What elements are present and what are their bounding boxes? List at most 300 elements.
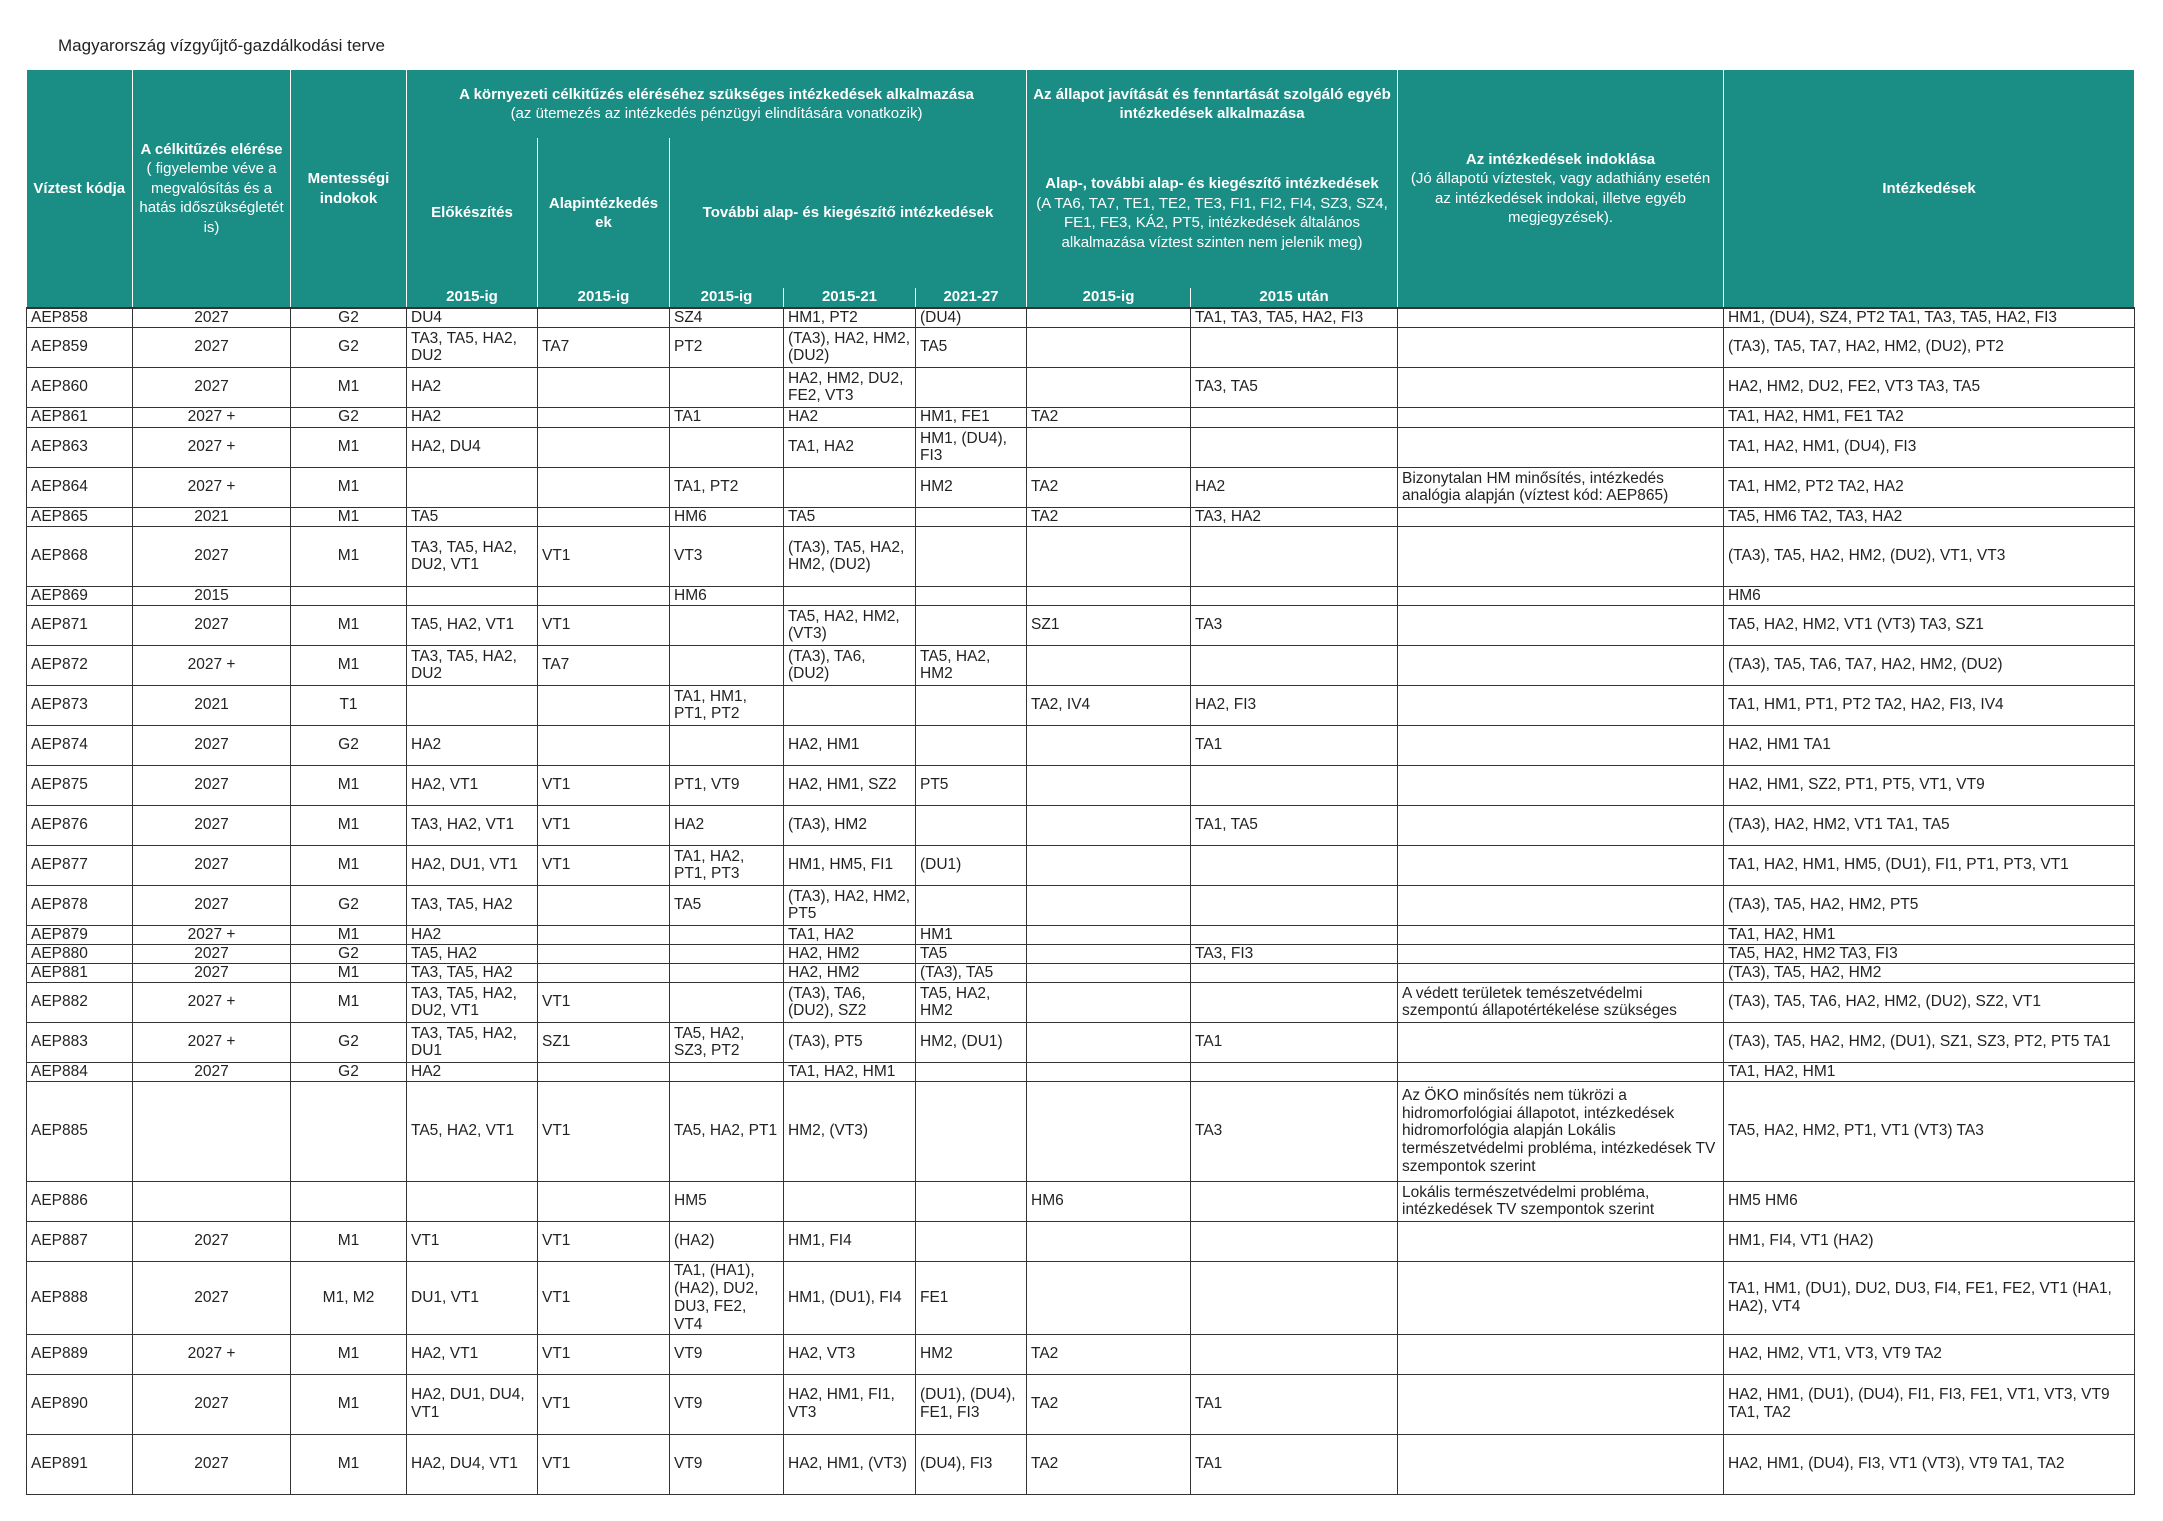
cell-reason: [1398, 427, 1724, 467]
cell-2015-21: [784, 1181, 916, 1221]
header-viztest-kodja: Víztest kódja: [27, 70, 133, 308]
cell-other-2015: [1027, 1022, 1191, 1062]
header-alap-tovabbi: [1027, 138, 1398, 288]
cell-2021-27: (TA3), TA5: [916, 963, 1027, 982]
cell-code: AEP879: [27, 925, 133, 944]
cell-year: 2027: [133, 725, 291, 765]
header-tovabbi: További alap- és kiegészítő intézkedések: [670, 138, 1027, 288]
cell-2015-21: HA2, HM1, FI1, VT3: [784, 1374, 916, 1434]
cell-further: VT3: [670, 526, 784, 586]
cell-2015-21: HM1, PT2: [784, 308, 916, 327]
cell-reason: [1398, 407, 1724, 427]
cell-code: AEP863: [27, 427, 133, 467]
table-row: [27, 526, 2135, 586]
table-row: [27, 407, 2135, 427]
cell-other-2015: [1027, 805, 1191, 845]
cell-measures: HA2, HM1, (DU4), FI3, VT1 (VT3), VT9 TA1, TA2: [1724, 1434, 2135, 1494]
cell-other-after-2015: [1191, 885, 1398, 925]
cell-year: [133, 1181, 291, 1221]
cell-reason: [1398, 805, 1724, 845]
cell-other-after-2015: TA1: [1191, 1374, 1398, 1434]
cell-exempt: M1: [291, 963, 407, 982]
cell-2021-27: (DU4): [916, 308, 1027, 327]
cell-prep: [407, 685, 538, 725]
cell-year: 2027 +: [133, 925, 291, 944]
cell-other-after-2015: TA3, HA2: [1191, 507, 1398, 526]
cell-prep: [407, 586, 538, 605]
cell-further: [670, 725, 784, 765]
cell-prep: [407, 1181, 538, 1221]
cell-code: AEP883: [27, 1022, 133, 1062]
cell-year: 2027: [133, 765, 291, 805]
cell-2015-21: HM1, FI4: [784, 1221, 916, 1261]
cell-other-2015: TA2: [1027, 1434, 1191, 1494]
cell-other-2015: [1027, 308, 1191, 327]
header-mentessegi: Mentességi indokok: [291, 70, 407, 308]
cell-reason: [1398, 586, 1724, 605]
cell-basic: [538, 1181, 670, 1221]
cell-2021-27: HM2: [916, 1334, 1027, 1374]
cell-other-2015: [1027, 1261, 1191, 1334]
cell-further: [670, 645, 784, 685]
table-row: [27, 645, 2135, 685]
cell-basic: [538, 944, 670, 963]
cell-reason: [1398, 765, 1724, 805]
cell-other-after-2015: TA1, TA5: [1191, 805, 1398, 845]
cell-other-2015: TA2, IV4: [1027, 685, 1191, 725]
table-row: [27, 586, 2135, 605]
cell-exempt: M1: [291, 925, 407, 944]
table-row: [27, 944, 2135, 963]
cell-year: 2015: [133, 586, 291, 605]
cell-other-2015: [1027, 367, 1191, 407]
cell-further: VT9: [670, 1334, 784, 1374]
table-row: [27, 725, 2135, 765]
cell-other-2015: TA2: [1027, 1374, 1191, 1434]
cell-code: AEP889: [27, 1334, 133, 1374]
cell-exempt: M1: [291, 845, 407, 885]
cell-prep: TA5, HA2, VT1: [407, 1081, 538, 1181]
cell-other-after-2015: TA1: [1191, 725, 1398, 765]
cell-other-2015: [1027, 586, 1191, 605]
cell-further: [670, 427, 784, 467]
cell-year: 2027 +: [133, 982, 291, 1022]
cell-reason: [1398, 507, 1724, 526]
cell-basic: [538, 725, 670, 765]
cell-further: TA5, HA2, SZ3, PT2: [670, 1022, 784, 1062]
table-row: [27, 885, 2135, 925]
cell-reason: [1398, 1022, 1724, 1062]
cell-other-after-2015: [1191, 1062, 1398, 1081]
cell-reason: [1398, 605, 1724, 645]
cell-basic: VT1: [538, 845, 670, 885]
header-kornyezeti-title: A környezeti célkitűzés eléréséhez szükséges intézkedések alkalmazása: [459, 85, 974, 103]
cell-prep: TA5: [407, 507, 538, 526]
cell-basic: [538, 507, 670, 526]
cell-2021-27: (DU1): [916, 845, 1027, 885]
cell-other-after-2015: TA1, TA3, TA5, HA2, FI3: [1191, 308, 1398, 327]
cell-prep: TA5, HA2: [407, 944, 538, 963]
cell-exempt: M1: [291, 367, 407, 407]
cell-code: AEP861: [27, 407, 133, 427]
cell-other-after-2015: [1191, 765, 1398, 805]
cell-2021-27: TA5: [916, 327, 1027, 367]
cell-2021-27: [916, 605, 1027, 645]
cell-2015-21: HA2, HM1: [784, 725, 916, 765]
cell-reason: Lokális természetvédelmi probléma, intézkedések TV szempontok szerint: [1398, 1181, 1724, 1221]
header-period: 2015-ig: [538, 288, 670, 308]
cell-2021-27: [916, 367, 1027, 407]
cell-prep: HA2: [407, 407, 538, 427]
table-row: [27, 605, 2135, 645]
header-indoklas-title: Az intézkedések indoklása: [1465, 150, 1656, 168]
cell-code: AEP871: [27, 605, 133, 645]
cell-measures: TA1, HA2, HM1, (DU4), FI3: [1724, 427, 2135, 467]
cell-2015-21: (TA3), TA5, HA2, HM2, (DU2): [784, 526, 916, 586]
cell-other-after-2015: [1191, 963, 1398, 982]
cell-reason: [1398, 925, 1724, 944]
cell-other-2015: [1027, 327, 1191, 367]
cell-code: AEP859: [27, 327, 133, 367]
cell-prep: [407, 467, 538, 507]
cell-basic: VT1: [538, 1334, 670, 1374]
cell-measures: TA1, HA2, HM1, FE1 TA2: [1724, 407, 2135, 427]
cell-other-2015: TA2: [1027, 507, 1191, 526]
cell-reason: [1398, 1334, 1724, 1374]
cell-measures: TA5, HM6 TA2, TA3, HA2: [1724, 507, 2135, 526]
cell-code: AEP876: [27, 805, 133, 845]
cell-further: VT9: [670, 1374, 784, 1434]
header-alap-tovabbi-sub: (A TA6, TA7, TE1, TE2, TE3, FI1, FI2, FI4, SZ3, SZ4, FE1, FE3, KÁ2, PT5, intézkedések általános alkalmazása víztest szinten nem jelenik meg): [1036, 194, 1388, 251]
cell-exempt: M1: [291, 1221, 407, 1261]
cell-year: 2027: [133, 1221, 291, 1261]
cell-measures: HA2, HM1, SZ2, PT1, PT5, VT1, VT9: [1724, 765, 2135, 805]
cell-basic: [538, 1062, 670, 1081]
table-row: [27, 765, 2135, 805]
cell-other-after-2015: [1191, 645, 1398, 685]
table-row: [27, 427, 2135, 467]
cell-code: AEP869: [27, 586, 133, 605]
cell-exempt: G2: [291, 308, 407, 327]
cell-other-2015: TA2: [1027, 1334, 1191, 1374]
cell-prep: TA3, TA5, HA2: [407, 963, 538, 982]
table-body: [27, 308, 2135, 1494]
cell-year: 2027: [133, 805, 291, 845]
cell-basic: VT1: [538, 1261, 670, 1334]
cell-basic: [538, 885, 670, 925]
cell-prep: DU4: [407, 308, 538, 327]
cell-reason: [1398, 963, 1724, 982]
cell-code: AEP873: [27, 685, 133, 725]
cell-2015-21: TA1, HA2: [784, 925, 916, 944]
header-celkituzes: [133, 70, 291, 308]
cell-reason: [1398, 526, 1724, 586]
cell-reason: [1398, 367, 1724, 407]
cell-reason: [1398, 645, 1724, 685]
header-celkituzes-title: A célkitűzés elérése: [140, 140, 283, 158]
cell-other-after-2015: TA3: [1191, 1081, 1398, 1181]
cell-exempt: G2: [291, 885, 407, 925]
cell-further: TA5, HA2, PT1: [670, 1081, 784, 1181]
cell-basic: [538, 925, 670, 944]
header-intezkedesek: Intézkedések: [1724, 70, 2135, 308]
cell-basic: [538, 467, 670, 507]
cell-measures: TA1, HA2, HM1: [1724, 925, 2135, 944]
table-row: [27, 845, 2135, 885]
cell-other-after-2015: TA3: [1191, 605, 1398, 645]
cell-further: SZ4: [670, 308, 784, 327]
header-alap-tovabbi-title: Alap-, további alap- és kiegészítő intézkedések: [1045, 175, 1379, 192]
cell-2021-27: TA5, HA2, HM2: [916, 982, 1027, 1022]
document-title: Magyarország vízgyűjtő-gazdálkodási terve: [58, 36, 385, 55]
cell-2015-21: TA1, HA2: [784, 427, 916, 467]
cell-measures: HM6: [1724, 586, 2135, 605]
cell-2015-21: (TA3), TA6, (DU2): [784, 645, 916, 685]
cell-measures: TA1, HM1, PT1, PT2 TA2, HA2, FI3, IV4: [1724, 685, 2135, 725]
cell-year: 2027 +: [133, 467, 291, 507]
cell-exempt: M1: [291, 467, 407, 507]
cell-basic: VT1: [538, 982, 670, 1022]
cell-prep: TA3, TA5, HA2, DU2: [407, 645, 538, 685]
cell-further: [670, 605, 784, 645]
cell-basic: VT1: [538, 605, 670, 645]
cell-2015-21: (TA3), PT5: [784, 1022, 916, 1062]
cell-other-2015: [1027, 885, 1191, 925]
cell-exempt: M1, M2: [291, 1261, 407, 1334]
cell-year: 2027 +: [133, 645, 291, 685]
cell-other-2015: SZ1: [1027, 605, 1191, 645]
cell-prep: TA3, HA2, VT1: [407, 805, 538, 845]
cell-code: AEP864: [27, 467, 133, 507]
cell-basic: [538, 963, 670, 982]
cell-further: [670, 982, 784, 1022]
header-indoklas-sub: (Jó állapotú víztestek, vagy adathiány esetén az intézkedések indokai, illetve egyéb megjegyzések).: [1410, 170, 1711, 226]
cell-basic: [538, 685, 670, 725]
table-row: [27, 1221, 2135, 1261]
cell-reason: [1398, 308, 1724, 327]
cell-exempt: M1: [291, 1334, 407, 1374]
cell-further: PT1, VT9: [670, 765, 784, 805]
cell-code: AEP882: [27, 982, 133, 1022]
cell-measures: (TA3), HA2, HM2, VT1 TA1, TA5: [1724, 805, 2135, 845]
cell-measures: TA1, HA2, HM1: [1724, 1062, 2135, 1081]
cell-further: [670, 1062, 784, 1081]
cell-basic: [538, 407, 670, 427]
cell-2015-21: (TA3), TA6, (DU2), SZ2: [784, 982, 916, 1022]
cell-basic: [538, 367, 670, 407]
cell-reason: Az ÖKO minősítés nem tükrözi a hidromorfológiai állapotot, intézkedések hidromorfológia alapján Lokális természetvédelmi probléma, intézkedések TV szempontok szerint: [1398, 1081, 1724, 1181]
cell-other-2015: [1027, 982, 1191, 1022]
table-row: [27, 685, 2135, 725]
cell-code: AEP877: [27, 845, 133, 885]
cell-further: HM6: [670, 586, 784, 605]
cell-other-2015: [1027, 963, 1191, 982]
cell-2021-27: [916, 725, 1027, 765]
cell-other-2015: [1027, 427, 1191, 467]
cell-other-after-2015: [1191, 1261, 1398, 1334]
cell-2021-27: [916, 1062, 1027, 1081]
header-alapintezkedesek: Alapintézkedés ek: [538, 138, 670, 288]
cell-2021-27: [916, 526, 1027, 586]
cell-other-2015: HM6: [1027, 1181, 1191, 1221]
cell-2015-21: (TA3), HA2, HM2, (DU2): [784, 327, 916, 367]
cell-2015-21: HA2, HM2: [784, 944, 916, 963]
cell-other-after-2015: TA3, FI3: [1191, 944, 1398, 963]
cell-prep: TA3, TA5, HA2: [407, 885, 538, 925]
cell-measures: HA2, HM2, VT1, VT3, VT9 TA2: [1724, 1334, 2135, 1374]
cell-prep: HA2, VT1: [407, 765, 538, 805]
cell-other-after-2015: TA1: [1191, 1434, 1398, 1494]
cell-further: [670, 963, 784, 982]
cell-2021-27: [916, 507, 1027, 526]
cell-2015-21: (TA3), HA2, HM2, PT5: [784, 885, 916, 925]
table-row: [27, 327, 2135, 367]
cell-measures: TA1, HM1, (DU1), DU2, DU3, FI4, FE1, FE2, VT1 (HA1, HA2), VT4: [1724, 1261, 2135, 1334]
cell-reason: [1398, 1261, 1724, 1334]
cell-further: HM6: [670, 507, 784, 526]
cell-measures: HM1, FI4, VT1 (HA2): [1724, 1221, 2135, 1261]
table-row: [27, 982, 2135, 1022]
cell-year: 2027: [133, 308, 291, 327]
cell-year: 2027: [133, 605, 291, 645]
cell-other-2015: [1027, 645, 1191, 685]
cell-reason: A védett területek temészetvédelmi szempontú állapotértékelése szükséges: [1398, 982, 1724, 1022]
cell-exempt: M1: [291, 526, 407, 586]
cell-other-after-2015: [1191, 327, 1398, 367]
cell-exempt: T1: [291, 685, 407, 725]
cell-other-after-2015: [1191, 925, 1398, 944]
cell-prep: HA2, DU4: [407, 427, 538, 467]
table-row: [27, 963, 2135, 982]
cell-exempt: G2: [291, 327, 407, 367]
cell-2015-21: (TA3), HM2: [784, 805, 916, 845]
cell-other-after-2015: [1191, 526, 1398, 586]
cell-exempt: M1: [291, 805, 407, 845]
cell-year: 2021: [133, 507, 291, 526]
cell-reason: [1398, 1434, 1724, 1494]
cell-code: AEP874: [27, 725, 133, 765]
cell-measures: (TA3), TA5, TA7, HA2, HM2, (DU2), PT2: [1724, 327, 2135, 367]
cell-basic: VT1: [538, 1374, 670, 1434]
cell-further: [670, 367, 784, 407]
cell-exempt: G2: [291, 725, 407, 765]
cell-measures: TA5, HA2, HM2 TA3, FI3: [1724, 944, 2135, 963]
cell-other-after-2015: [1191, 427, 1398, 467]
cell-year: 2027: [133, 367, 291, 407]
cell-exempt: G2: [291, 1062, 407, 1081]
cell-other-after-2015: [1191, 845, 1398, 885]
cell-year: 2027: [133, 1062, 291, 1081]
cell-further: TA1, HA2, PT1, PT3: [670, 845, 784, 885]
header-period: 2015-ig: [407, 288, 538, 308]
measures-table: [26, 70, 2135, 1495]
cell-other-after-2015: [1191, 407, 1398, 427]
cell-code: AEP865: [27, 507, 133, 526]
header-celkituzes-sub: ( figyelembe véve a megvalósítás és a hatás időszükségletét is): [139, 160, 284, 236]
cell-year: 2027: [133, 885, 291, 925]
cell-2015-21: TA5, HA2, HM2, (VT3): [784, 605, 916, 645]
cell-2021-27: [916, 685, 1027, 725]
cell-other-2015: [1027, 725, 1191, 765]
cell-year: 2027: [133, 963, 291, 982]
table-row: [27, 1181, 2135, 1221]
cell-reason: [1398, 1221, 1724, 1261]
cell-basic: [538, 308, 670, 327]
cell-2021-27: HM1, (DU4), FI3: [916, 427, 1027, 467]
cell-further: [670, 925, 784, 944]
cell-2015-21: HA2, VT3: [784, 1334, 916, 1374]
cell-measures: TA5, HA2, HM2, PT1, VT1 (VT3) TA3: [1724, 1081, 2135, 1181]
cell-2021-27: [916, 1181, 1027, 1221]
cell-measures: HM5 HM6: [1724, 1181, 2135, 1221]
cell-code: AEP858: [27, 308, 133, 327]
cell-further: TA5: [670, 885, 784, 925]
cell-year: 2027: [133, 944, 291, 963]
cell-2015-21: TA1, HA2, HM1: [784, 1062, 916, 1081]
header-egyeb: Az állapot javítását és fenntartását szolgáló egyéb intézkedések alkalmazása: [1027, 70, 1398, 138]
cell-further: TA1: [670, 407, 784, 427]
cell-exempt: M1: [291, 645, 407, 685]
cell-2021-27: [916, 1221, 1027, 1261]
table-row: [27, 308, 2135, 327]
cell-further: HA2: [670, 805, 784, 845]
cell-year: 2027 +: [133, 427, 291, 467]
table-row: [27, 1334, 2135, 1374]
cell-code: AEP886: [27, 1181, 133, 1221]
cell-other-after-2015: HA2, FI3: [1191, 685, 1398, 725]
cell-measures: TA1, HM2, PT2 TA2, HA2: [1724, 467, 2135, 507]
table-row: [27, 467, 2135, 507]
cell-other-after-2015: [1191, 586, 1398, 605]
cell-code: AEP860: [27, 367, 133, 407]
cell-exempt: M1: [291, 1374, 407, 1434]
cell-year: 2027 +: [133, 1022, 291, 1062]
cell-exempt: [291, 1081, 407, 1181]
header-kornyezeti: [407, 70, 1027, 138]
cell-reason: [1398, 885, 1724, 925]
cell-measures: (TA3), TA5, HA2, HM2, PT5: [1724, 885, 2135, 925]
cell-reason: [1398, 725, 1724, 765]
cell-prep: HA2, VT1: [407, 1334, 538, 1374]
table-row: [27, 805, 2135, 845]
table-row: [27, 925, 2135, 944]
cell-other-after-2015: [1191, 1334, 1398, 1374]
cell-prep: HA2: [407, 925, 538, 944]
cell-exempt: G2: [291, 1022, 407, 1062]
cell-measures: HA2, HM1 TA1: [1724, 725, 2135, 765]
cell-2015-21: HA2: [784, 407, 916, 427]
cell-prep: DU1, VT1: [407, 1261, 538, 1334]
cell-other-2015: [1027, 944, 1191, 963]
cell-further: (HA2): [670, 1221, 784, 1261]
cell-prep: TA5, HA2, VT1: [407, 605, 538, 645]
cell-2021-27: (DU1), (DU4), FE1, FI3: [916, 1374, 1027, 1434]
table-row: [27, 507, 2135, 526]
table-row: [27, 1374, 2135, 1434]
cell-other-after-2015: TA1: [1191, 1022, 1398, 1062]
cell-code: AEP872: [27, 645, 133, 685]
cell-code: AEP880: [27, 944, 133, 963]
cell-2015-21: [784, 685, 916, 725]
cell-prep: HA2: [407, 1062, 538, 1081]
header-period: 2021-27: [916, 288, 1027, 308]
table-row: [27, 1261, 2135, 1334]
cell-basic: VT1: [538, 1434, 670, 1494]
cell-other-2015: [1027, 845, 1191, 885]
cell-prep: TA3, TA5, HA2, DU2, VT1: [407, 526, 538, 586]
cell-other-2015: [1027, 526, 1191, 586]
cell-prep: TA3, TA5, HA2, DU2, VT1: [407, 982, 538, 1022]
